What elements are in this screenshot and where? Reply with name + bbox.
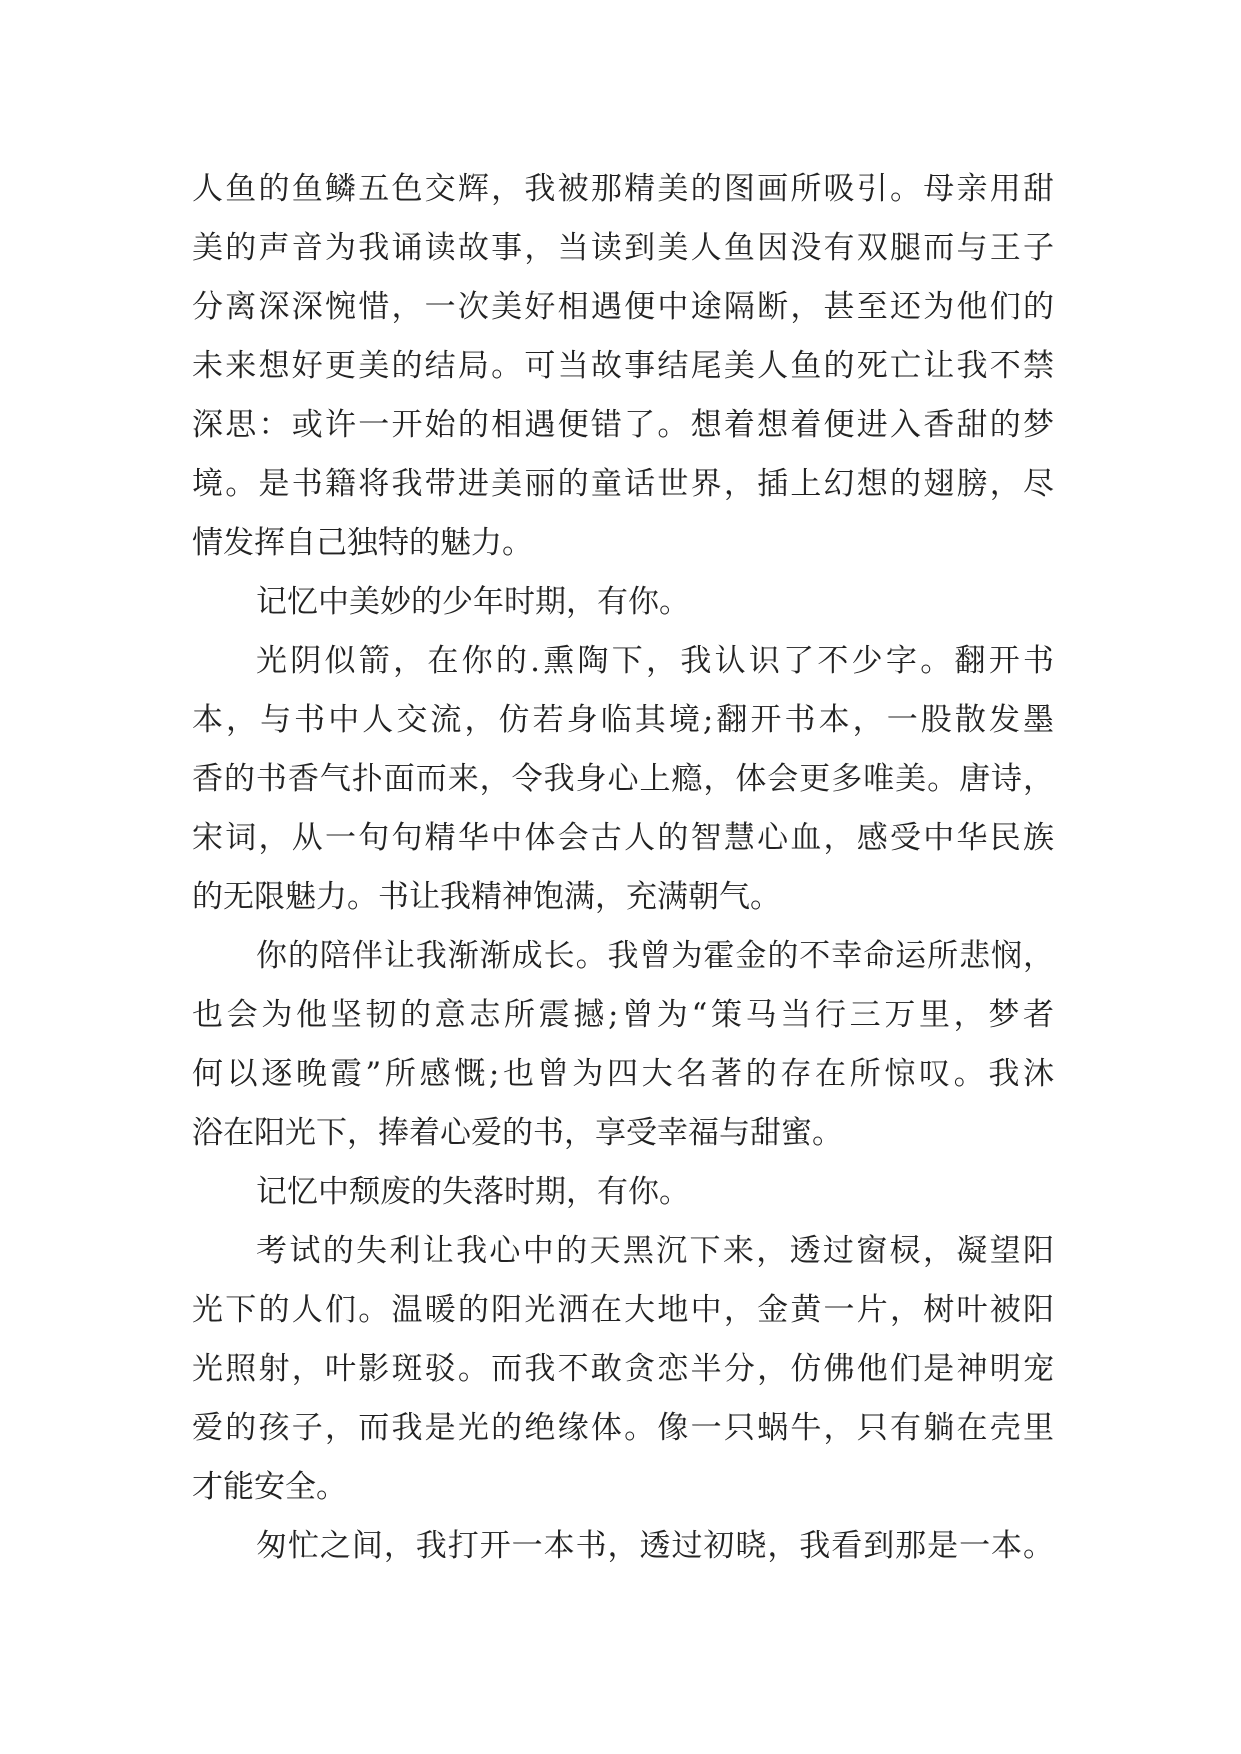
text-line: 才能安全。 [192, 1469, 347, 1505]
text-line: 光阴似箭，在你的.熏陶下，我认识了不少字。翻开书 [256, 643, 1054, 679]
text-line: 何以逐晚霞”所感慨;也曾为四大名著的存在所惊叹。我沐 [192, 1056, 1054, 1092]
text-line: 也会为他坚韧的意志所震撼;曾为“策马当行三万里，梦者 [192, 997, 1054, 1033]
text-line: 记忆中颓废的失落时期，有你。 [256, 1174, 690, 1210]
text-line: 你的陪伴让我渐渐成长。我曾为霍金的不幸命运所悲悯， [256, 938, 1054, 974]
text-line: 的无限魅力。书让我精神饱满，充满朝气。 [192, 879, 781, 915]
text-line: 情发挥自己独特的魅力。 [192, 525, 533, 561]
text-line: 美的声音为我诵读故事，当读到美人鱼因没有双腿而与王子 [192, 230, 1054, 266]
text-line: 匆忙之间，我打开一本书，透过初晓，我看到那是一本。 [256, 1528, 1054, 1564]
document-page [192, 160, 1054, 1576]
text-line: 香的书香气扑面而来，令我身心上瘾，体会更多唯美。唐诗， [192, 761, 1054, 797]
text-line: 记忆中美妙的少年时期，有你。 [256, 584, 690, 620]
text-line: 光下的人们。温暖的阳光洒在大地中，金黄一片，树叶被阳 [192, 1292, 1054, 1328]
text-line: 考试的失利让我心中的天黑沉下来，透过窗棂，凝望阳 [256, 1233, 1054, 1269]
text-line: 宋词，从一句句精华中体会古人的智慧心血，感受中华民族 [192, 820, 1054, 856]
text-line: 未来想好更美的结局。可当故事结尾美人鱼的死亡让我不禁 [192, 348, 1054, 384]
text-line: 境。是书籍将我带进美丽的童话世界，插上幻想的翅膀，尽 [192, 466, 1054, 502]
text-line: 光照射，叶影斑驳。而我不敢贪恋半分，仿佛他们是神明宠 [192, 1351, 1054, 1387]
text-line: 浴在阳光下，捧着心爱的书，享受幸福与甜蜜。 [192, 1115, 843, 1151]
text-line: 爱的孩子，而我是光的绝缘体。像一只蜗牛，只有躺在壳里 [192, 1410, 1054, 1446]
text-line: 人鱼的鱼鳞五色交辉，我被那精美的图画所吸引。母亲用甜 [192, 171, 1054, 207]
text-line: 深思：或许一开始的相遇便错了。想着想着便进入香甜的梦 [192, 407, 1054, 443]
text-line: 本，与书中人交流，仿若身临其境;翻开书本，一股散发墨 [192, 702, 1054, 738]
text-line: 分离深深惋惜，一次美好相遇便中途隔断，甚至还为他们的 [192, 289, 1054, 325]
